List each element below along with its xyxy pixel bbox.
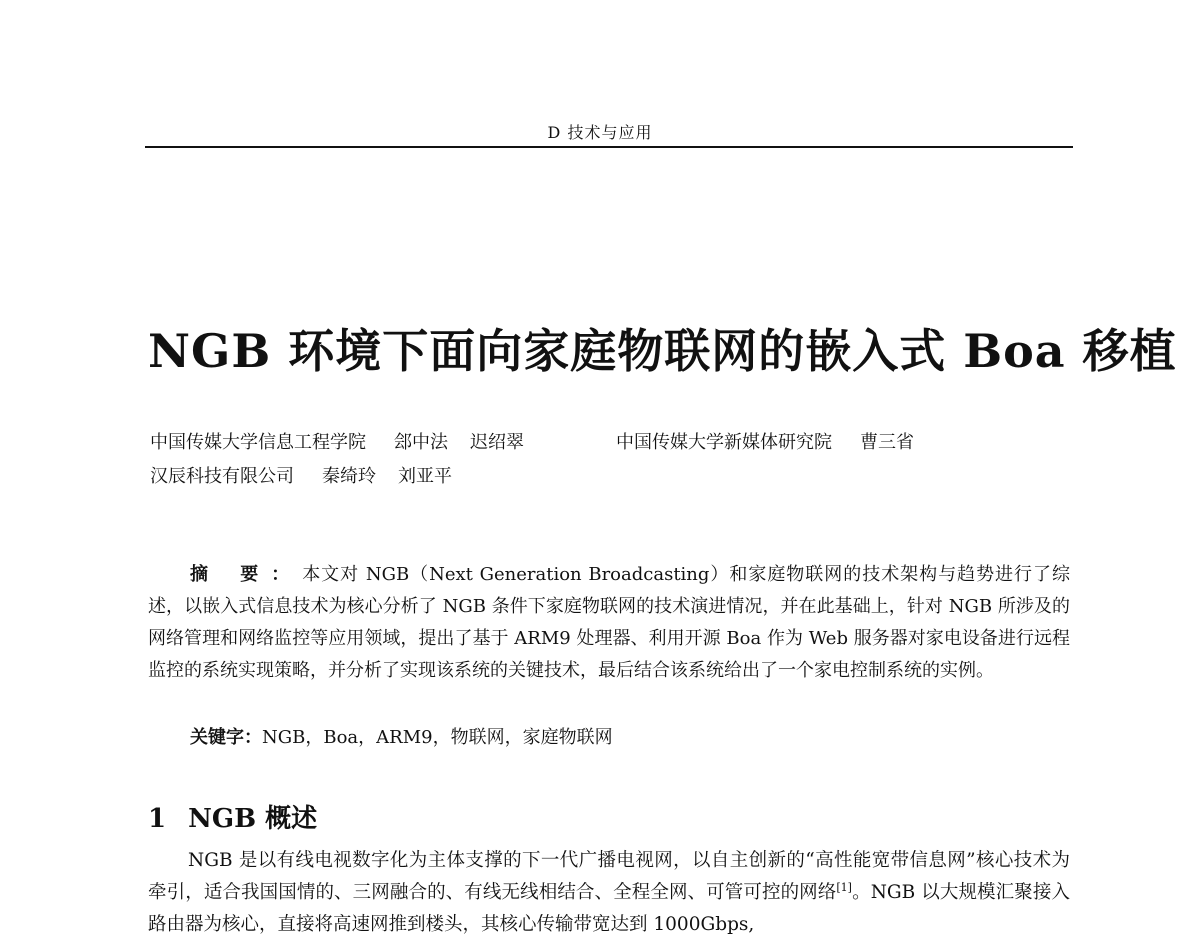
section-heading: [148, 798, 317, 835]
running-header: D 技术与应用: [547, 123, 653, 142]
affiliation-cuc-new-media: 中国传媒大学新媒体研究院: [616, 432, 832, 453]
author-name: 刘亚平: [398, 466, 452, 487]
header-rule: [145, 146, 1073, 148]
affiliation-hanchen-tech: 汉辰科技有限公司: [150, 466, 294, 487]
keywords-text: NGB，Boa，ARM9，物联网，家庭物联网: [262, 727, 613, 748]
paper-title: NGB 环境下面向家庭物联网的嵌入式 Boa 移植: [148, 324, 1177, 378]
keywords-label: 关键字：: [190, 727, 262, 748]
keywords: [190, 723, 613, 749]
author-name: 秦绮玲: [322, 466, 376, 487]
body-paragraph: [148, 845, 1070, 941]
author-name: 曹三省: [860, 432, 914, 453]
abstract-text: 本文对 NGB（Next Generation Broadcasting）和家庭物联网的技术架构与趋势进行了综述，以嵌入式信息技术为核心分析了 NGB 条件下家庭物联网的技术演进情况，并在此基础上，针对 NGB 所涉及的网络管理和网络监控等应用领域，提出了基于 ARM9 处理器、利用开源 Boa 作为 Web 服务器对家电设备进行远程监控的系统实现策略，并分析了实现该系统的关键技术，最后结合该系统给出了一个家电控制系统的实例。: [148, 564, 1070, 681]
author-name: 迟绍翠: [470, 432, 524, 453]
author-line-2: [150, 462, 452, 488]
citation-reference[interactable]: [1]: [836, 880, 852, 894]
paragraph-text: 。NGB 以大规模汇聚接入路由器为核心，直接将高速网推到楼头，其核心传输带宽达到 1000Gbps,: [148, 882, 1070, 935]
paragraph-text: NGB 是以有线电视数字化为主体支撑的下一代广播电视网，以自主创新的“高性能宽带信息网”核心技术为牵引，适合我国国情的、三网融合的、有线无线相结合、全程全网、可管可控的网络: [148, 850, 1070, 903]
section-title: NGB 概述: [188, 804, 318, 834]
author-name: 郐中法: [394, 432, 448, 453]
abstract-label: 摘 要：: [190, 564, 303, 585]
abstract: [148, 559, 1070, 687]
affiliation-cuc-info-eng: 中国传媒大学信息工程学院: [150, 432, 366, 453]
section-number: 1: [148, 804, 167, 834]
author-line-1: [150, 428, 914, 454]
